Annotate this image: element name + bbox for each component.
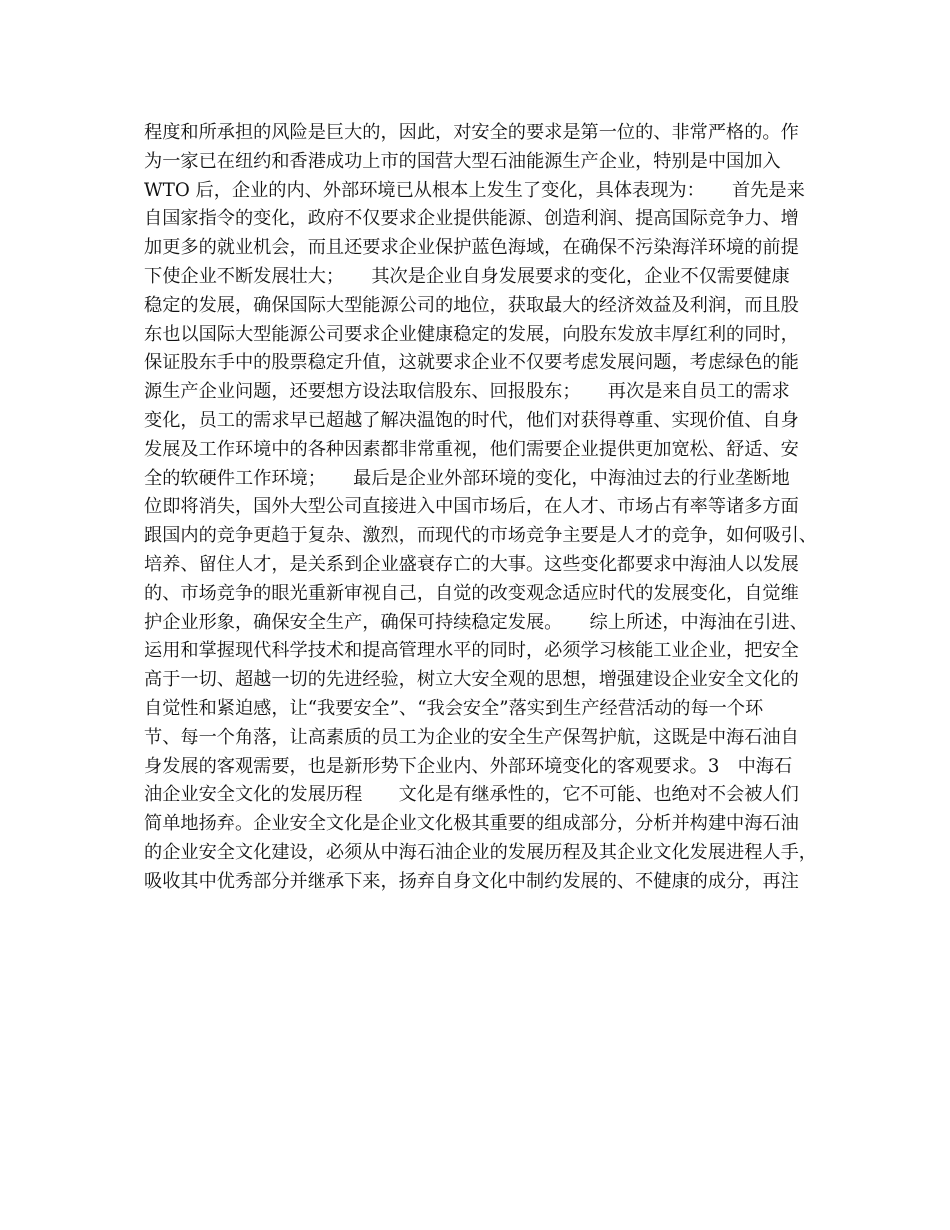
text-line: 变化，员工的需求早已超越了解决温饱的时代，他们对获得尊重、实现价值、自身 [144, 409, 799, 431]
text-line: 下使企业不断发展壮大； 其次是企业自身发展要求的变化，企业不仅需要健康 [144, 265, 790, 287]
text-line: 自觉性和紧迫感，让“我要安全”、“我会安全”落实到生产经营活动的每一个环 [144, 697, 764, 719]
text-line: 培养、留住人才，是关系到企业盛衰存亡的大事。这些变化都要求中海油人以发展 [144, 553, 799, 575]
text-line: 吸收其中优秀部分并继承下来，扬弃自身文化中制约发展的、不健康的成分，再注 [144, 870, 799, 892]
text-line: 的、市场竞争的眼光重新审视自己，自觉的改变观念适应时代的发展变化，自觉维 [144, 582, 799, 604]
body-text [144, 119, 844, 897]
text-line: 节、每一个角落，让高素质的员工为企业的安全生产保驾护航，这既是中海石油自 [144, 726, 799, 748]
text-line: 运用和掌握现代科学技术和提高管理水平的同时，必须学习核能工业企业，把安全 [144, 640, 799, 662]
text-line: 发展及工作环境中的各种因素都非常重视，他们需要企业提供更加宽松、舒适、安 [144, 438, 799, 460]
text-line: 保证股东手中的股票稳定升值，这就要求企业不仅要考虑发展问题，考虑绿色的能 [144, 352, 799, 374]
text-line: WTO 后，企业的内、外部环境已从根本上发生了变化，具体表现为： 首先是来 [144, 179, 805, 201]
text-line: 加更多的就业机会，而且还要求企业保护蓝色海域，在确保不污染海洋环境的前提 [144, 237, 799, 259]
text-line: 高于一切、超越一切的先进经验，树立大安全观的思想，增强建设企业安全文化的 [144, 669, 799, 691]
text-line: 的企业安全文化建设，必须从中海石油企业的发展历程及其企业文化发展进程人手， [144, 841, 817, 863]
text-line: 为一家已在纽约和香港成功上市的国营大型石油能源生产企业，特别是中国加入 [144, 150, 781, 172]
text-line: 位即将消失，国外大型公司直接进入中国市场后，在人才、市场占有率等诸多方面 [144, 496, 799, 518]
text-line: 全的软硬件工作环境； 最后是企业外部环境的变化，中海油过去的行业垄断地 [144, 467, 790, 489]
text-line: 油企业安全文化的发展历程 文化是有继承性的，它不可能、也绝对不会被人们 [144, 784, 799, 806]
text-line: 跟国内的竞争更趋于复杂、激烈，而现代的市场竞争主要是人才的竞争，如何吸引、 [144, 525, 817, 547]
text-line: 简单地扬弃。企业安全文化是企业文化极其重要的组成部分，分析并构建中海石油 [144, 813, 799, 835]
text-line: 稳定的发展，确保国际大型能源公司的地位，获取最大的经济效益及利润，而且股 [144, 294, 799, 316]
text-line: 自国家指令的变化，政府不仅要求企业提供能源、创造利润、提高国际竞争力、增 [144, 208, 799, 230]
text-line: 东也以国际大型能源公司要求企业健康稳定的发展，向股东发放丰厚红利的同时， [144, 323, 799, 345]
text-line: 身发展的客观需要，也是新形势下企业内、外部环境变化的客观要求。3 中海石 [144, 755, 793, 777]
text-line: 源生产企业问题，还要想方设法取信股东、回报股东； 再次是来自员工的需求 [144, 381, 790, 403]
text-line: 护企业形象，确保安全生产，确保可持续稳定发展。 综上所述，中海油在引进、 [144, 611, 808, 633]
text-line: 程度和所承担的风险是巨大的，因此，对安全的要求是第一位的、非常严格的。作 [144, 122, 799, 143]
